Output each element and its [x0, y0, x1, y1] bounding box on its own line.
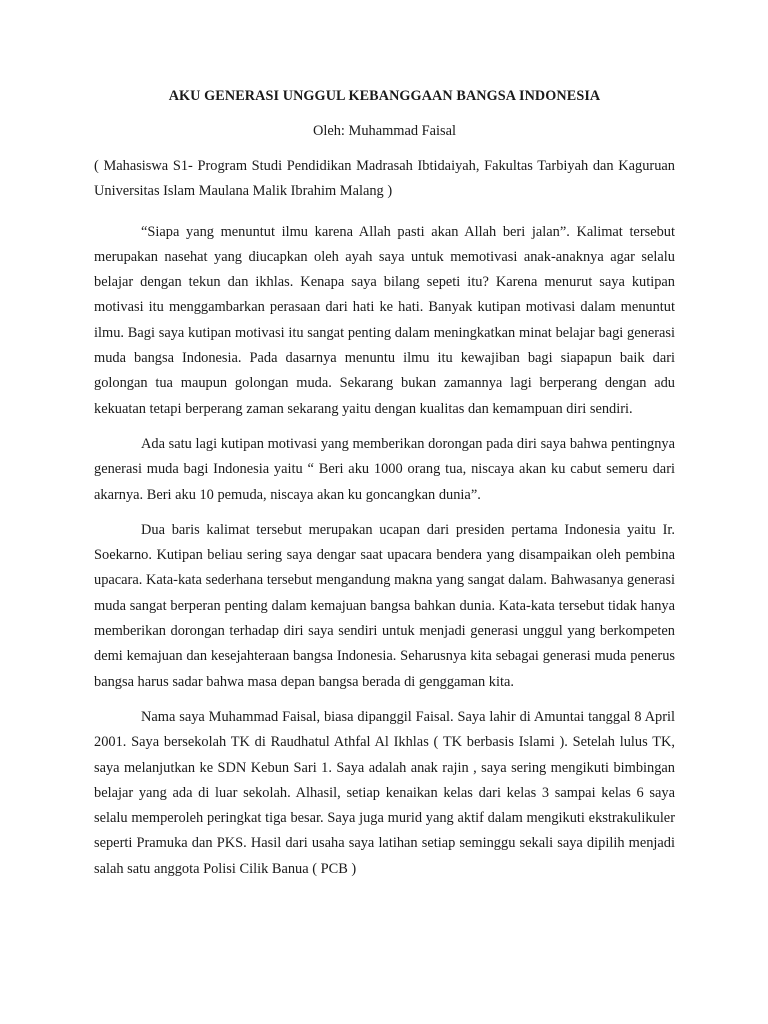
document-author: Oleh: Muhammad Faisal: [312, 123, 457, 139]
paragraph: Nama saya Muhammad Faisal, biasa dipanggil Faisal. Saya lahir di Amuntai tanggal 8 April 2001. Saya bersekolah TK di Raudhatul Athfal Al Ikhlas ( TK berbasis Islami ). Setelah lulus TK, saya melanjutkan ke SDN Kebun Sari 1. Saya adalah anak rajin , saya sering mengikuti bimbingan belajar yang ada di luar sekolah. Alhasil, setiap kenaikan kelas dari kelas 3 sampai kelas 6 saya selalu memperoleh peringkat tiga besar. Saya juga murid yang aktif dalam mengikuti ekstrakulikuler seperti Pramuka dan PKS. Hasil dari usaha saya latihan setiap seminggu sekali saya dipilih menjadi salah satu anggota Polisi Cilik Banua ( PCB ): [94, 708, 675, 877]
document-title: AKU GENERASI UNGGUL KEBANGGAAN BANGSA INDONESIA: [168, 88, 601, 104]
paragraph: Ada satu lagi kutipan motivasi yang memberikan dorongan pada diri saya bahwa pentingnya generasi muda bagi Indonesia yaitu “ Beri aku 1000 orang tua, niscaya akan ku cabut semeru dari akarnya. Beri aku 10 pemuda, niscaya akan ku goncangkan dunia”.: [94, 435, 675, 503]
paragraph: “Siapa yang menuntut ilmu karena Allah pasti akan Allah beri jalan”. Kalimat tersebut merupakan nasehat yang diucapkan oleh ayah saya untuk memotivasi anak-anaknya agar selalu belajar dengan tekun dan ikhlas. Kenapa saya bilang sepeti itu? Karena menurut saya kutipan motivasi itu menggambarkan perasaan dari hati ke hati. Banyak kutipan motivasi dalam menuntut ilmu. Bagi saya kutipan motivasi itu sangat penting dalam meningkatkan minat belajar bagi generasi muda bangsa Indonesia. Pada dasarnya menuntu ilmu itu kewajiban bagi siapapun baik dari golongan tua maupun golongan muda. Sekarang bukan zamannya lagi berperang dengan adu kekuatan tetapi berperang zaman sekarang yaitu dengan kualitas dan kemampuan diri sendiri.: [94, 223, 675, 417]
author-affiliation: ( Mahasiswa S1- Program Studi Pendidikan Madrasah Ibtidaiyah, Fakultas Tarbiyah dan Kaguruan Universitas Islam Maulana Malik Ibrahim Malang ): [94, 158, 675, 200]
paragraph: Dua baris kalimat tersebut merupakan ucapan dari presiden pertama Indonesia yaitu Ir. Soekarno. Kutipan beliau sering saya dengar saat upacara bendera yang disampaikan oleh pembina upacara. Kata-kata sederhana tersebut mengandung makna yang sangat dalam. Bahwasanya generasi muda sangat berperan penting dalam kemajuan bangsa bahkan dunia. Kata-kata tersebut tidak hanya memberikan dorongan terhadap diri saya sendiri untuk menjadi generasi unggul yang berkompeten demi kemajuan dan kesejahteraan bangsa Indonesia. Seharusnya kita sebagai generasi muda penerus bangsa harus sadar bahwa masa depan bangsa berada di genggaman kita.: [94, 521, 675, 690]
document-body: [94, 80, 675, 882]
